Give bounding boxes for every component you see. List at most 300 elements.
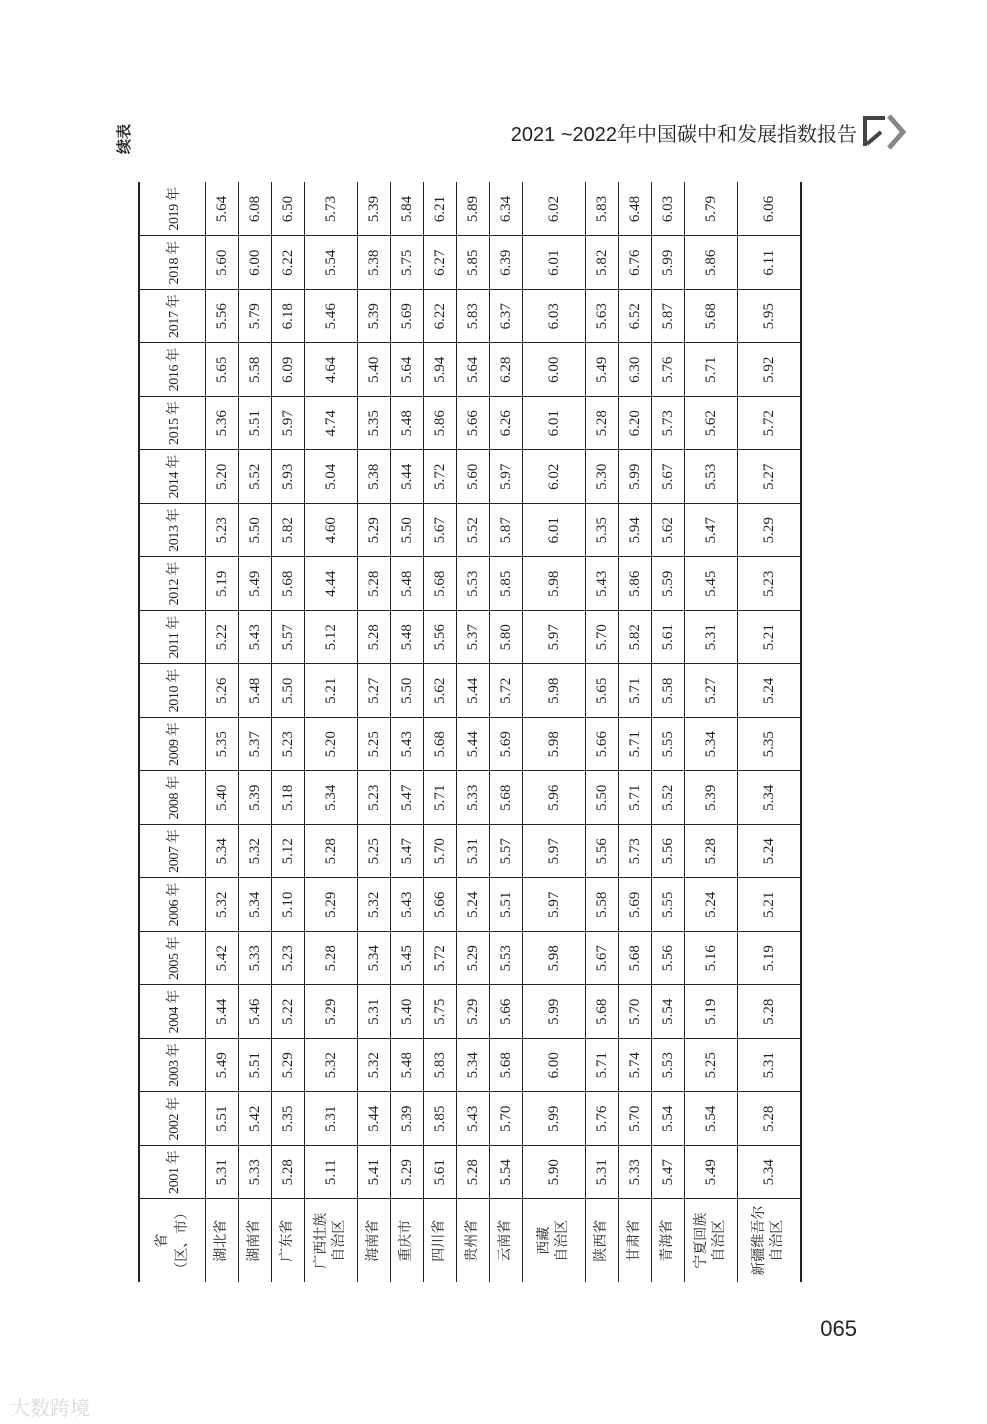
year-column-header: 2016 年 [139,343,206,397]
value-cell: 5.75 [391,236,424,290]
province-name-line: 自治区 [770,1219,785,1262]
value-cell: 5.42 [239,1092,272,1146]
value-cell: 5.33 [619,1146,652,1200]
province-name-line: 宁夏回族 [694,1212,709,1269]
year-column-header: 2014 年 [139,450,206,504]
value-cell: 5.24 [457,878,490,932]
value-cell: 5.29 [457,985,490,1039]
value-cell: 5.34 [239,878,272,932]
value-cell: 5.50 [239,504,272,558]
value-cell: 5.74 [619,1039,652,1093]
value-cell: 5.99 [652,236,685,290]
value-cell: 5.49 [206,1039,239,1093]
province-name-cell [305,1199,358,1282]
value-cell: 5.75 [424,985,457,1039]
value-cell: 5.34 [457,1039,490,1093]
value-cell: 5.97 [523,611,586,665]
value-cell: 5.72 [738,397,802,451]
value-cell: 5.29 [358,504,391,558]
value-cell: 5.73 [305,183,358,237]
province-name-cell [652,1199,685,1282]
value-cell: 5.34 [305,771,358,825]
value-cell: 5.49 [685,1146,738,1200]
value-cell: 5.39 [685,771,738,825]
value-cell: 5.24 [738,664,802,718]
value-cell: 5.98 [523,718,586,772]
value-cell: 5.50 [391,504,424,558]
value-cell: 5.99 [619,450,652,504]
value-cell: 5.27 [738,450,802,504]
value-cell: 5.49 [239,557,272,611]
table-row [305,183,358,1283]
table-row [424,183,457,1283]
value-cell: 5.68 [619,932,652,986]
value-cell: 5.35 [272,1092,305,1146]
value-cell: 5.68 [490,1039,523,1093]
value-cell: 5.56 [424,611,457,665]
year-column-header: 2008 年 [139,771,206,825]
value-cell: 5.87 [652,290,685,344]
value-cell: 5.47 [685,504,738,558]
province-name-line: 湖南省 [247,1219,262,1262]
value-cell: 6.34 [490,183,523,237]
value-cell: 6.02 [523,450,586,504]
value-cell: 5.24 [738,825,802,879]
value-cell: 5.73 [619,825,652,879]
value-cell: 5.32 [358,878,391,932]
value-cell: 5.34 [738,771,802,825]
value-cell: 5.29 [391,1146,424,1200]
province-name-line: 自治区 [555,1219,570,1262]
value-cell: 6.76 [619,236,652,290]
value-cell: 5.86 [424,397,457,451]
value-cell: 6.22 [424,290,457,344]
year-column-header: 2005 年 [139,932,206,986]
value-cell: 5.29 [738,504,802,558]
value-cell: 6.18 [272,290,305,344]
value-cell: 5.40 [391,985,424,1039]
value-cell: 5.56 [652,825,685,879]
table-row [490,183,523,1283]
value-cell: 6.03 [652,183,685,237]
year-column-header: 2002 年 [139,1092,206,1146]
value-cell: 5.34 [358,932,391,986]
province-name-line: 广西壮族 [314,1212,329,1269]
value-cell: 5.71 [619,664,652,718]
table-row [391,183,424,1283]
value-cell: 5.28 [305,825,358,879]
value-cell: 5.34 [685,718,738,772]
value-cell: 5.56 [586,825,619,879]
value-cell: 5.28 [457,1146,490,1200]
value-cell: 5.20 [305,718,358,772]
value-cell: 5.85 [457,236,490,290]
value-cell: 5.43 [239,611,272,665]
province-name-cell [358,1199,391,1282]
value-cell: 5.21 [305,664,358,718]
value-cell: 5.97 [523,878,586,932]
value-cell: 5.51 [206,1092,239,1146]
value-cell: 5.72 [490,664,523,718]
value-cell: 5.35 [586,504,619,558]
value-cell: 6.50 [272,183,305,237]
province-name-line: 自治区 [332,1219,347,1262]
value-cell: 5.39 [358,290,391,344]
value-cell: 5.95 [738,290,802,344]
value-cell: 5.43 [391,878,424,932]
value-cell: 5.32 [358,1039,391,1093]
value-cell: 5.44 [457,718,490,772]
year-column-header: 2015 年 [139,397,206,451]
value-cell: 5.89 [457,183,490,237]
value-cell: 6.48 [619,183,652,237]
value-cell: 5.04 [305,450,358,504]
value-cell: 5.47 [391,771,424,825]
value-cell: 5.31 [305,1092,358,1146]
value-cell: 5.68 [272,557,305,611]
province-name-cell [424,1199,457,1282]
value-cell: 5.50 [391,664,424,718]
value-cell: 5.39 [358,183,391,237]
value-cell: 5.44 [358,1092,391,1146]
value-cell: 5.23 [272,718,305,772]
value-cell: 5.39 [239,771,272,825]
value-cell: 5.29 [305,878,358,932]
value-cell: 5.69 [490,718,523,772]
value-cell: 5.83 [586,183,619,237]
value-cell: 5.34 [738,1146,802,1200]
value-cell: 5.59 [652,557,685,611]
value-cell: 4.74 [305,397,358,451]
value-cell: 5.97 [490,450,523,504]
value-cell: 5.55 [652,878,685,932]
value-cell: 5.11 [305,1146,358,1200]
table-row [652,183,685,1283]
value-cell: 6.06 [738,183,802,237]
province-name-cell [490,1199,523,1282]
value-cell: 5.53 [685,450,738,504]
value-cell: 5.83 [457,290,490,344]
value-cell: 6.01 [523,397,586,451]
value-cell: 5.69 [391,290,424,344]
value-cell: 5.34 [206,825,239,879]
value-cell: 5.29 [457,932,490,986]
value-cell: 5.28 [738,1092,802,1146]
year-column-header: 2017 年 [139,290,206,344]
table-row [619,183,652,1283]
value-cell: 5.23 [738,557,802,611]
value-cell: 5.47 [391,825,424,879]
province-name-line: 四川省 [432,1219,447,1262]
year-column-header: 2004 年 [139,985,206,1039]
value-cell: 5.68 [424,718,457,772]
province-name-cell [685,1199,738,1282]
value-cell: 5.84 [391,183,424,237]
value-cell: 5.66 [490,985,523,1039]
province-name-line: 青海省 [660,1219,675,1262]
value-cell: 5.67 [652,450,685,504]
value-cell: 5.33 [457,771,490,825]
value-cell: 5.45 [685,557,738,611]
value-cell: 5.19 [685,985,738,1039]
continued-label: 续表 [115,124,133,155]
value-cell: 5.82 [619,611,652,665]
value-cell: 5.31 [685,611,738,665]
value-cell: 5.60 [457,450,490,504]
value-cell: 5.10 [272,878,305,932]
value-cell: 5.35 [358,397,391,451]
value-cell: 5.20 [206,450,239,504]
value-cell: 5.71 [424,771,457,825]
value-cell: 6.01 [523,504,586,558]
value-cell: 4.60 [305,504,358,558]
value-cell: 5.46 [305,290,358,344]
value-cell: 5.44 [391,450,424,504]
value-cell: 5.51 [239,397,272,451]
value-cell: 5.12 [272,825,305,879]
value-cell: 5.44 [457,664,490,718]
value-cell: 5.90 [523,1146,586,1200]
value-cell: 5.66 [586,718,619,772]
page-number: 065 [820,1316,857,1341]
year-column-header: 2018 年 [139,236,206,290]
value-cell: 5.28 [685,825,738,879]
value-cell: 5.48 [391,557,424,611]
value-cell: 5.30 [586,450,619,504]
value-cell: 5.27 [358,664,391,718]
value-cell: 5.67 [586,932,619,986]
value-cell: 5.32 [239,825,272,879]
value-cell: 5.99 [523,985,586,1039]
province-name-cell [391,1199,424,1282]
value-cell: 6.01 [523,236,586,290]
value-cell: 5.25 [358,718,391,772]
value-cell: 5.62 [685,397,738,451]
value-cell: 5.32 [305,1039,358,1093]
continued-label-wrap [98,124,138,184]
value-cell: 6.20 [619,397,652,451]
value-cell: 5.22 [272,985,305,1039]
value-cell: 5.28 [586,397,619,451]
value-cell: 5.56 [206,290,239,344]
value-cell: 5.76 [586,1092,619,1146]
value-cell: 5.54 [652,985,685,1039]
value-cell: 6.02 [523,183,586,237]
value-cell: 5.52 [239,450,272,504]
province-name-line: 云南省 [498,1219,513,1262]
province-name-line: 贵州省 [465,1219,480,1262]
province-header-line: 省 [154,1233,170,1248]
value-cell: 5.31 [206,1146,239,1200]
value-cell: 6.21 [424,183,457,237]
value-cell: 5.51 [490,878,523,932]
value-cell: 6.39 [490,236,523,290]
value-cell: 5.58 [586,878,619,932]
value-cell: 5.43 [391,718,424,772]
value-cell: 5.69 [619,878,652,932]
table-header-row [139,183,206,1283]
year-column-header: 2001 年 [139,1146,206,1200]
value-cell: 5.48 [391,1039,424,1093]
value-cell: 5.54 [652,1092,685,1146]
value-cell: 5.68 [424,557,457,611]
value-cell: 5.53 [652,1039,685,1093]
value-cell: 5.70 [619,985,652,1039]
province-name-line: 自治区 [712,1219,727,1262]
table-body [206,183,802,1283]
year-column-header: 2010 年 [139,664,206,718]
province-name-line: 湖北省 [214,1219,229,1262]
value-cell: 5.64 [391,343,424,397]
value-cell: 5.31 [358,985,391,1039]
value-cell: 5.71 [619,718,652,772]
year-column-header: 2003 年 [139,1039,206,1093]
value-cell: 5.73 [652,397,685,451]
value-cell: 6.52 [619,290,652,344]
value-cell: 5.79 [685,183,738,237]
value-cell: 5.25 [685,1039,738,1093]
province-name-cell [457,1199,490,1282]
year-column-header: 2009 年 [139,718,206,772]
table-row [586,183,619,1283]
report-title: 2021 ~2022年中国碳中和发展指数报告 [510,124,857,146]
year-column-header: 2013 年 [139,504,206,558]
value-cell: 5.64 [457,343,490,397]
value-cell: 5.16 [685,932,738,986]
year-column-header: 2007 年 [139,825,206,879]
index-table [138,183,802,1283]
value-cell: 5.85 [490,557,523,611]
value-cell: 5.98 [523,557,586,611]
value-cell: 5.42 [206,932,239,986]
value-cell: 5.96 [523,771,586,825]
value-cell: 5.65 [586,664,619,718]
province-name-line: 甘肃省 [627,1219,642,1262]
value-cell: 5.71 [619,771,652,825]
value-cell: 5.41 [358,1146,391,1200]
value-cell: 5.58 [652,664,685,718]
value-cell: 6.26 [490,397,523,451]
value-cell: 5.72 [424,932,457,986]
table-row [239,183,272,1283]
province-name-line: 重庆市 [399,1219,414,1262]
value-cell: 6.22 [272,236,305,290]
province-name-cell [738,1199,802,1282]
value-cell: 5.86 [685,236,738,290]
value-cell: 5.23 [206,504,239,558]
value-cell: 5.31 [738,1039,802,1093]
value-cell: 5.35 [206,718,239,772]
year-column-header: 2019 年 [139,183,206,237]
value-cell: 5.28 [358,557,391,611]
value-cell: 5.61 [424,1146,457,1200]
value-cell: 5.61 [652,611,685,665]
value-cell: 5.98 [523,932,586,986]
value-cell: 5.94 [424,343,457,397]
value-cell: 5.36 [206,397,239,451]
value-cell: 5.80 [490,611,523,665]
value-cell: 5.66 [457,397,490,451]
value-cell: 5.71 [586,1039,619,1093]
value-cell: 5.52 [457,504,490,558]
value-cell: 5.76 [652,343,685,397]
value-cell: 5.19 [738,932,802,986]
value-cell: 6.00 [523,343,586,397]
value-cell: 5.50 [586,771,619,825]
value-cell: 5.93 [272,450,305,504]
value-cell: 5.68 [490,771,523,825]
watermark-logo: 大数跨境 [10,1396,90,1420]
value-cell: 6.28 [490,343,523,397]
value-cell: 5.53 [490,932,523,986]
value-cell: 5.83 [424,1039,457,1093]
value-cell: 5.48 [391,611,424,665]
value-cell: 6.11 [738,236,802,290]
value-cell: 5.54 [490,1146,523,1200]
value-cell: 5.26 [206,664,239,718]
table-row [523,183,586,1283]
value-cell: 5.35 [738,718,802,772]
value-cell: 5.12 [305,611,358,665]
value-cell: 5.37 [457,611,490,665]
value-cell: 5.51 [239,1039,272,1093]
table-row [206,183,239,1283]
value-cell: 5.28 [738,985,802,1039]
value-cell: 5.40 [358,343,391,397]
province-column-header [139,1199,206,1282]
province-name-line: 广东省 [280,1219,295,1262]
province-name-cell [239,1199,272,1282]
value-cell: 5.92 [738,343,802,397]
value-cell: 5.29 [272,1039,305,1093]
value-cell: 5.28 [358,611,391,665]
value-cell: 5.60 [206,236,239,290]
value-cell: 5.58 [239,343,272,397]
value-cell: 5.27 [685,664,738,718]
value-cell: 5.97 [272,397,305,451]
value-cell: 5.94 [619,504,652,558]
value-cell: 5.57 [490,825,523,879]
value-cell: 5.28 [272,1146,305,1200]
value-cell: 5.48 [391,397,424,451]
value-cell: 6.08 [239,183,272,237]
value-cell: 5.37 [239,718,272,772]
year-column-header: 2012 年 [139,557,206,611]
value-cell: 4.44 [305,557,358,611]
value-cell: 5.21 [738,611,802,665]
value-cell: 6.00 [239,236,272,290]
value-cell: 5.44 [206,985,239,1039]
value-cell: 6.37 [490,290,523,344]
value-cell: 5.45 [391,932,424,986]
value-cell: 5.33 [239,932,272,986]
value-cell: 5.46 [239,985,272,1039]
value-cell: 5.43 [586,557,619,611]
value-cell: 5.31 [586,1146,619,1200]
value-cell: 5.82 [586,236,619,290]
value-cell: 5.97 [523,825,586,879]
value-cell: 5.66 [424,878,457,932]
value-cell: 5.50 [272,664,305,718]
value-cell: 5.47 [652,1146,685,1200]
value-cell: 5.33 [239,1146,272,1200]
value-cell: 5.86 [619,557,652,611]
value-cell: 5.85 [424,1092,457,1146]
value-cell: 6.03 [523,290,586,344]
value-cell: 5.70 [490,1092,523,1146]
value-cell: 6.00 [523,1039,586,1093]
value-cell: 5.64 [213,195,230,223]
